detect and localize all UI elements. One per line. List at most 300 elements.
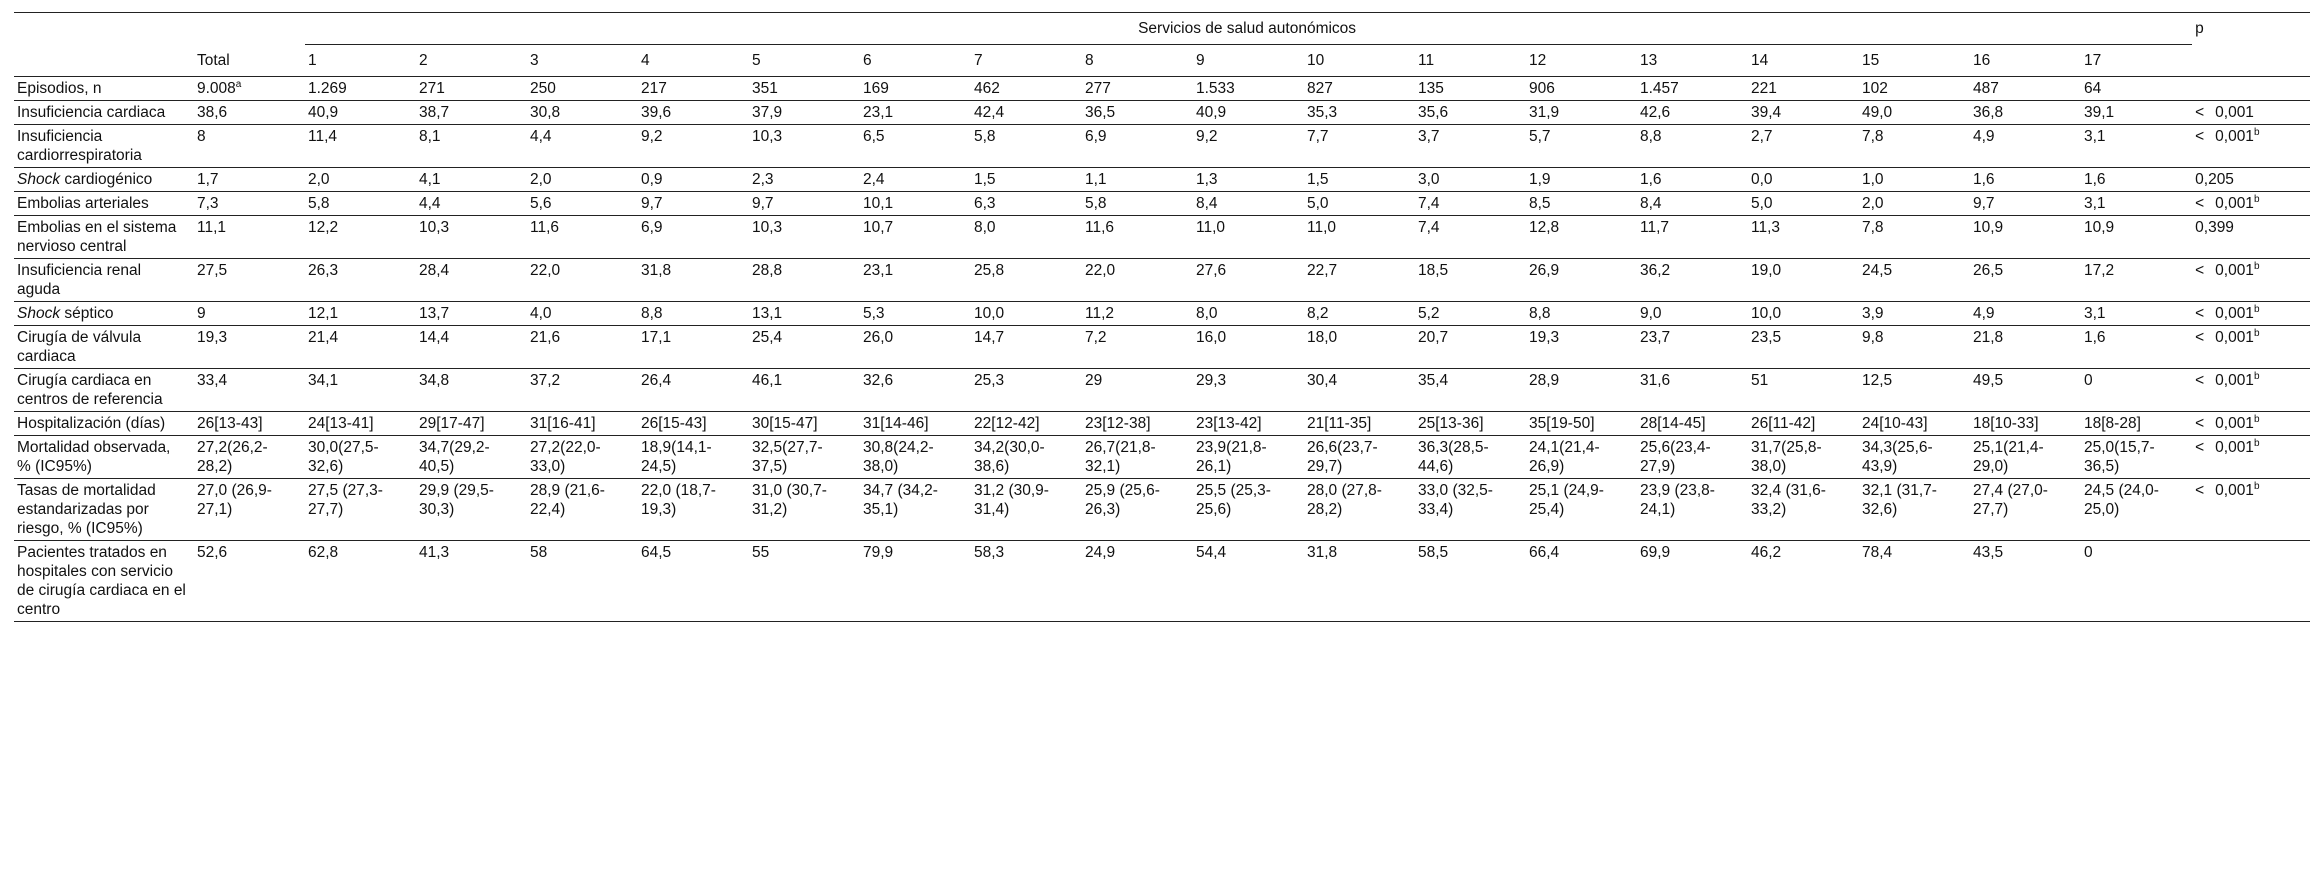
header-empty-cell [194, 13, 305, 45]
region-value-cell: 22,0 [1082, 259, 1193, 302]
region-value-cell: 23[12-38] [1082, 412, 1193, 436]
row-label [14, 369, 194, 412]
region-value-cell: 8,8 [638, 302, 749, 326]
regional-outcomes-table [14, 12, 2310, 622]
region-value-cell: 30,4 [1304, 369, 1415, 412]
table-row [14, 479, 2310, 541]
less-than-sign: < [2195, 262, 2205, 279]
region-value-cell: 25,3 [971, 369, 1082, 412]
region-value-cell: 4,0 [527, 302, 638, 326]
group-header: Servicios de salud autonómicos [305, 13, 2192, 45]
region-value-cell: 10,3 [749, 125, 860, 168]
region-value-cell: 221 [1748, 77, 1859, 101]
region-value-cell: 8,2 [1304, 302, 1415, 326]
region-value-cell: 6,5 [860, 125, 971, 168]
region-value-cell: 250 [527, 77, 638, 101]
region-value-cell: 23,9(21,8-26,1) [1193, 436, 1304, 479]
region-header: 15 [1862, 52, 1880, 69]
region-value-cell: 39,4 [1748, 101, 1859, 125]
total-value: 27,5 [197, 262, 228, 279]
region-value-cell: 29,9 (29,5-30,3) [416, 479, 527, 541]
p-value-cell [2192, 168, 2310, 192]
region-value-cell: 18[10-33] [1970, 412, 2081, 436]
region-value-cell: 9,7 [638, 192, 749, 216]
region-value-cell: 7,4 [1415, 216, 1526, 259]
region-value-cell: 0 [2081, 369, 2192, 412]
p-header: p [2192, 13, 2310, 45]
region-value-cell: 1,9 [1526, 168, 1637, 192]
total-cell [194, 541, 305, 622]
table-row [14, 259, 2310, 302]
region-value-cell: 21[11-35] [1304, 412, 1415, 436]
region-value-cell: 30,0(27,5-32,6) [305, 436, 416, 479]
region-value-cell: 28,4 [416, 259, 527, 302]
region-value-cell: 21,6 [527, 326, 638, 369]
footnote-marker: b [2253, 414, 2260, 425]
region-value-cell: 3,9 [1859, 302, 1970, 326]
region-value-cell: 0,0 [1748, 168, 1859, 192]
region-value-cell: 25,8 [971, 259, 1082, 302]
footnote-marker: a [235, 79, 242, 90]
region-value-cell: 12,5 [1859, 369, 1970, 412]
region-value-cell: 32,5(27,7-37,5) [749, 436, 860, 479]
row-label-italic: Shock [17, 305, 61, 322]
region-value-cell: 31,0 (30,7-31,2) [749, 479, 860, 541]
less-than-sign: < [2195, 128, 2205, 145]
region-value-cell: 5,8 [305, 192, 416, 216]
region-value-cell: 4,9 [1970, 125, 2081, 168]
region-value-cell: 11,3 [1748, 216, 1859, 259]
total-cell [194, 192, 305, 216]
region-value-cell: 41,3 [416, 541, 527, 622]
region-value-cell: 22[12-42] [971, 412, 1082, 436]
region-value-cell: 102 [1859, 77, 1970, 101]
region-value-cell: 28,8 [749, 259, 860, 302]
region-value-cell: 11,7 [1637, 216, 1748, 259]
region-value-cell: 11,2 [1082, 302, 1193, 326]
region-value-cell: 26,9 [1526, 259, 1637, 302]
region-value-cell: 31[16-41] [527, 412, 638, 436]
footnote-marker: b [2253, 127, 2260, 138]
region-value-cell: 30,8(24,2-38,0) [860, 436, 971, 479]
region-value-cell: 11,6 [1082, 216, 1193, 259]
region-value-cell: 12,8 [1526, 216, 1637, 259]
row-label [14, 541, 194, 622]
total-cell [194, 369, 305, 412]
p-value-cell [2192, 479, 2310, 541]
row-label [14, 101, 194, 125]
region-value-cell: 19,0 [1748, 259, 1859, 302]
region-value-cell: 35,4 [1415, 369, 1526, 412]
region-value-cell: 51 [1748, 369, 1859, 412]
region-value-cell: 9,7 [749, 192, 860, 216]
region-value-cell: 26,4 [638, 369, 749, 412]
total-value: 38,6 [197, 104, 228, 121]
p-value: 0,001 [2215, 128, 2254, 145]
region-value-cell: 33,0 (32,5-33,4) [1415, 479, 1526, 541]
region-value-cell: 36,2 [1637, 259, 1748, 302]
total-value: 7,3 [197, 195, 219, 212]
region-value-cell: 64,5 [638, 541, 749, 622]
p-value-cell [2192, 412, 2310, 436]
total-value: 1,7 [197, 171, 219, 188]
region-value-cell: 32,6 [860, 369, 971, 412]
region-value-cell: 7,2 [1082, 326, 1193, 369]
region-value-cell: 78,4 [1859, 541, 1970, 622]
region-value-cell: 28[14-45] [1637, 412, 1748, 436]
region-value-cell: 40,9 [305, 101, 416, 125]
region-value-cell: 1,3 [1193, 168, 1304, 192]
region-value-cell: 42,6 [1637, 101, 1748, 125]
region-value-cell: 24,5 (24,0-25,0) [2081, 479, 2192, 541]
region-value-cell: 5,7 [1526, 125, 1637, 168]
region-header: 13 [1640, 52, 1658, 69]
row-label-text: Mortalidad observada, % (IC95%) [17, 439, 171, 475]
region-value-cell: 17,2 [2081, 259, 2192, 302]
region-value-cell: 8,0 [1193, 302, 1304, 326]
total-value: 9.008 [197, 80, 236, 97]
region-value-cell: 31,8 [1304, 541, 1415, 622]
region-value-cell: 58,3 [971, 541, 1082, 622]
p-value: 0,001 [2215, 329, 2254, 346]
region-value-cell: 6,3 [971, 192, 1082, 216]
region-value-cell: 3,1 [2081, 192, 2192, 216]
footnote-marker: b [2253, 371, 2260, 382]
region-value-cell: 1.269 [305, 77, 416, 101]
row-label-text: Tasas de mortalidad estandarizadas por riesgo, % (IC95%) [17, 482, 156, 537]
data-table-container [14, 12, 2310, 622]
region-value-cell: 38,7 [416, 101, 527, 125]
total-cell [194, 77, 305, 101]
region-value-cell: 487 [1970, 77, 2081, 101]
region-value-cell: 26,6(23,7-29,7) [1304, 436, 1415, 479]
region-value-cell: 25,0(15,7-36,5) [2081, 436, 2192, 479]
region-value-cell: 11,4 [305, 125, 416, 168]
region-value-cell: 46,2 [1748, 541, 1859, 622]
less-than-sign: < [2195, 372, 2205, 389]
region-value-cell: 1,6 [2081, 168, 2192, 192]
region-value-cell: 2,4 [860, 168, 971, 192]
region-value-cell: 26[11-42] [1748, 412, 1859, 436]
p-value: 0,001 [2215, 439, 2254, 456]
region-value-cell: 23[13-42] [1193, 412, 1304, 436]
less-than-sign: < [2195, 329, 2205, 346]
region-value-cell: 27,4 (27,0-27,7) [1970, 479, 2081, 541]
region-value-cell: 5,8 [971, 125, 1082, 168]
region-value-cell: 28,9 (21,6-22,4) [527, 479, 638, 541]
region-value-cell: 13,7 [416, 302, 527, 326]
region-value-cell: 24[10-43] [1859, 412, 1970, 436]
region-value-cell: 34,8 [416, 369, 527, 412]
region-value-cell: 7,8 [1859, 216, 1970, 259]
region-header: 11 [1418, 52, 1435, 69]
total-value: 26[13-43] [197, 415, 263, 432]
region-value-cell: 5,0 [1304, 192, 1415, 216]
region-value-cell: 1,5 [971, 168, 1082, 192]
region-header: 14 [1751, 52, 1769, 69]
row-label-text: Embolias en el sistema nervioso central [17, 219, 177, 255]
region-value-cell: 24[13-41] [305, 412, 416, 436]
region-value-cell: 7,7 [1304, 125, 1415, 168]
region-value-cell: 34,7 (34,2-35,1) [860, 479, 971, 541]
total-cell [194, 436, 305, 479]
row-label-text: Insuficiencia renal aguda [17, 262, 142, 298]
table-row [14, 168, 2310, 192]
region-value-cell: 11,6 [527, 216, 638, 259]
region-value-cell: 23,5 [1748, 326, 1859, 369]
p-value-cell [2192, 259, 2310, 302]
region-value-cell: 43,5 [1970, 541, 2081, 622]
region-value-cell: 17,1 [638, 326, 749, 369]
p-value-cell [2192, 369, 2310, 412]
region-value-cell: 66,4 [1526, 541, 1637, 622]
region-value-cell: 12,2 [305, 216, 416, 259]
row-label [14, 436, 194, 479]
region-value-cell: 14,7 [971, 326, 1082, 369]
table-row [14, 369, 2310, 412]
region-value-cell: 5,0 [1748, 192, 1859, 216]
p-value-cell [2192, 125, 2310, 168]
region-value-cell: 27,5 (27,3-27,7) [305, 479, 416, 541]
region-value-cell: 54,4 [1193, 541, 1304, 622]
total-value: 33,4 [197, 372, 228, 389]
total-cell [194, 125, 305, 168]
region-value-cell: 19,3 [1526, 326, 1637, 369]
footnote-marker: b [2253, 438, 2260, 449]
region-header: 4 [641, 52, 650, 69]
total-cell [194, 479, 305, 541]
region-value-cell: 25,6(23,4-27,9) [1637, 436, 1748, 479]
region-value-cell: 7,4 [1415, 192, 1526, 216]
region-value-cell: 26,3 [305, 259, 416, 302]
region-value-cell: 26,0 [860, 326, 971, 369]
region-value-cell: 35,6 [1415, 101, 1526, 125]
total-cell [194, 412, 305, 436]
region-value-cell: 169 [860, 77, 971, 101]
region-value-cell: 13,1 [749, 302, 860, 326]
region-value-cell: 58 [527, 541, 638, 622]
p-value: 0,001 [2215, 195, 2254, 212]
region-value-cell: 10,9 [2081, 216, 2192, 259]
region-value-cell: 35[19-50] [1526, 412, 1637, 436]
region-value-cell: 64 [2081, 77, 2192, 101]
region-value-cell: 135 [1415, 77, 1526, 101]
less-than-sign: < [2195, 305, 2205, 322]
region-header: 12 [1529, 52, 1547, 69]
region-value-cell: 0 [2081, 541, 2192, 622]
row-label-text: Cirugía cardiaca en centros de referencia [17, 372, 163, 408]
region-value-cell: 10,3 [416, 216, 527, 259]
region-value-cell: 20,7 [1415, 326, 1526, 369]
total-header: Total [197, 51, 230, 69]
region-value-cell: 9,2 [638, 125, 749, 168]
header-empty-cell [14, 45, 194, 77]
p-value-cell [2192, 192, 2310, 216]
row-label-italic: Shock [17, 171, 61, 188]
region-value-cell: 30,8 [527, 101, 638, 125]
region-value-cell: 0,9 [638, 168, 749, 192]
region-value-cell: 23,1 [860, 101, 971, 125]
row-label-text: cardiogénico [60, 171, 153, 188]
header-empty-cell [14, 13, 194, 45]
region-value-cell: 1,6 [2081, 326, 2192, 369]
region-value-cell: 29,3 [1193, 369, 1304, 412]
p-value-cell [2192, 326, 2310, 369]
region-header: 3 [530, 52, 539, 69]
region-value-cell: 21,4 [305, 326, 416, 369]
region-value-cell: 23,7 [1637, 326, 1748, 369]
table-row [14, 125, 2310, 168]
region-header: 10 [1307, 52, 1325, 69]
table-row [14, 192, 2310, 216]
region-value-cell: 4,4 [527, 125, 638, 168]
region-value-cell: 40,9 [1193, 101, 1304, 125]
region-value-cell: 3,1 [2081, 125, 2192, 168]
p-value-cell [2192, 436, 2310, 479]
region-value-cell: 26[15-43] [638, 412, 749, 436]
total-value: 8 [197, 128, 206, 145]
region-value-cell: 24,5 [1859, 259, 1970, 302]
total-value: 19,3 [197, 329, 228, 346]
region-value-cell: 39,6 [638, 101, 749, 125]
table-row [14, 412, 2310, 436]
total-value: 27,0 (26,9-27,1) [197, 482, 272, 518]
region-value-cell: 25,5 (25,3-25,6) [1193, 479, 1304, 541]
region-value-cell: 26,5 [1970, 259, 2081, 302]
region-value-cell: 34,3(25,6-43,9) [1859, 436, 1970, 479]
total-value: 27,2(26,2-28,2) [197, 439, 268, 475]
region-value-cell: 55 [749, 541, 860, 622]
column-header-row [14, 45, 2310, 77]
footnote-marker: b [2253, 481, 2260, 492]
region-value-cell: 2,0 [527, 168, 638, 192]
region-header: 2 [419, 52, 428, 69]
region-value-cell: 37,2 [527, 369, 638, 412]
p-value-cell [2192, 101, 2310, 125]
p-value: 0,001 [2215, 372, 2254, 389]
region-value-cell: 2,3 [749, 168, 860, 192]
region-value-cell: 5,2 [1415, 302, 1526, 326]
row-label-text: Hospitalización (días) [17, 415, 166, 432]
region-value-cell: 31,6 [1637, 369, 1748, 412]
region-value-cell: 9,8 [1859, 326, 1970, 369]
p-value: 0,001 [2215, 482, 2254, 499]
p-value: 0,001 [2215, 104, 2254, 121]
total-value: 9 [197, 305, 206, 322]
row-label-text: Cirugía de válvula cardiaca [17, 329, 142, 365]
region-value-cell: 42,4 [971, 101, 1082, 125]
row-label [14, 192, 194, 216]
table-row [14, 541, 2310, 622]
region-value-cell: 217 [638, 77, 749, 101]
region-value-cell: 28,0 (27,8-28,2) [1304, 479, 1415, 541]
total-value: 11,1 [197, 219, 227, 236]
region-value-cell: 49,5 [1970, 369, 2081, 412]
total-cell [194, 168, 305, 192]
region-value-cell: 4,9 [1970, 302, 2081, 326]
region-value-cell: 25,1(21,4-29,0) [1970, 436, 2081, 479]
region-value-cell: 9,2 [1193, 125, 1304, 168]
total-cell [194, 216, 305, 259]
region-value-cell: 906 [1526, 77, 1637, 101]
region-value-cell: 9,0 [1637, 302, 1748, 326]
region-value-cell: 1.457 [1637, 77, 1748, 101]
region-value-cell: 69,9 [1637, 541, 1748, 622]
less-than-sign: < [2195, 104, 2205, 121]
region-value-cell: 35,3 [1304, 101, 1415, 125]
region-value-cell: 8,8 [1526, 302, 1637, 326]
region-value-cell: 5,8 [1082, 192, 1193, 216]
total-cell [194, 326, 305, 369]
region-value-cell: 31,2 (30,9-31,4) [971, 479, 1082, 541]
region-value-cell: 39,1 [2081, 101, 2192, 125]
row-label [14, 259, 194, 302]
region-value-cell: 21,8 [1970, 326, 2081, 369]
region-value-cell: 351 [749, 77, 860, 101]
total-cell [194, 302, 305, 326]
region-value-cell: 32,1 (31,7-32,6) [1859, 479, 1970, 541]
row-label-text: Insuficiencia cardiaca [17, 104, 166, 121]
region-value-cell: 5,3 [860, 302, 971, 326]
region-value-cell: 18,0 [1304, 326, 1415, 369]
region-value-cell: 1,6 [1970, 168, 2081, 192]
row-label-text: Embolias arteriales [17, 195, 149, 212]
region-value-cell: 1.533 [1193, 77, 1304, 101]
total-value: 52,6 [197, 544, 228, 561]
region-value-cell: 8,5 [1526, 192, 1637, 216]
region-value-cell: 36,8 [1970, 101, 2081, 125]
region-value-cell: 16,0 [1193, 326, 1304, 369]
region-header: 7 [974, 52, 983, 69]
region-value-cell: 23,1 [860, 259, 971, 302]
p-value-cell [2192, 216, 2310, 259]
region-value-cell: 7,8 [1859, 125, 1970, 168]
p-value: 0,001 [2215, 305, 2254, 322]
region-value-cell: 3,0 [1415, 168, 1526, 192]
region-value-cell: 14,4 [416, 326, 527, 369]
region-value-cell: 34,2(30,0-38,6) [971, 436, 1082, 479]
region-value-cell: 8,8 [1637, 125, 1748, 168]
region-value-cell: 46,1 [749, 369, 860, 412]
less-than-sign: < [2195, 482, 2205, 499]
region-header: 9 [1196, 52, 1205, 69]
p-value-cell [2192, 541, 2310, 622]
total-cell [194, 259, 305, 302]
region-value-cell: 10,7 [860, 216, 971, 259]
table-row [14, 101, 2310, 125]
region-value-cell: 9,7 [1970, 192, 2081, 216]
row-label [14, 412, 194, 436]
region-value-cell: 1,6 [1637, 168, 1748, 192]
p-value-cell [2192, 77, 2310, 101]
region-value-cell: 10,0 [971, 302, 1082, 326]
region-value-cell: 31,7(25,8-38,0) [1748, 436, 1859, 479]
group-header-row [14, 13, 2310, 45]
region-value-cell: 11,0 [1193, 216, 1304, 259]
table-row [14, 436, 2310, 479]
region-value-cell: 62,8 [305, 541, 416, 622]
less-than-sign: < [2195, 415, 2205, 432]
region-value-cell: 34,7(29,2-40,5) [416, 436, 527, 479]
region-value-cell: 10,0 [1748, 302, 1859, 326]
region-value-cell: 30[15-47] [749, 412, 860, 436]
region-value-cell: 28,9 [1526, 369, 1637, 412]
region-value-cell: 25[13-36] [1415, 412, 1526, 436]
region-value-cell: 2,0 [1859, 192, 1970, 216]
region-header: 8 [1085, 52, 1094, 69]
row-label [14, 125, 194, 168]
region-value-cell: 24,1(21,4-26,9) [1526, 436, 1637, 479]
